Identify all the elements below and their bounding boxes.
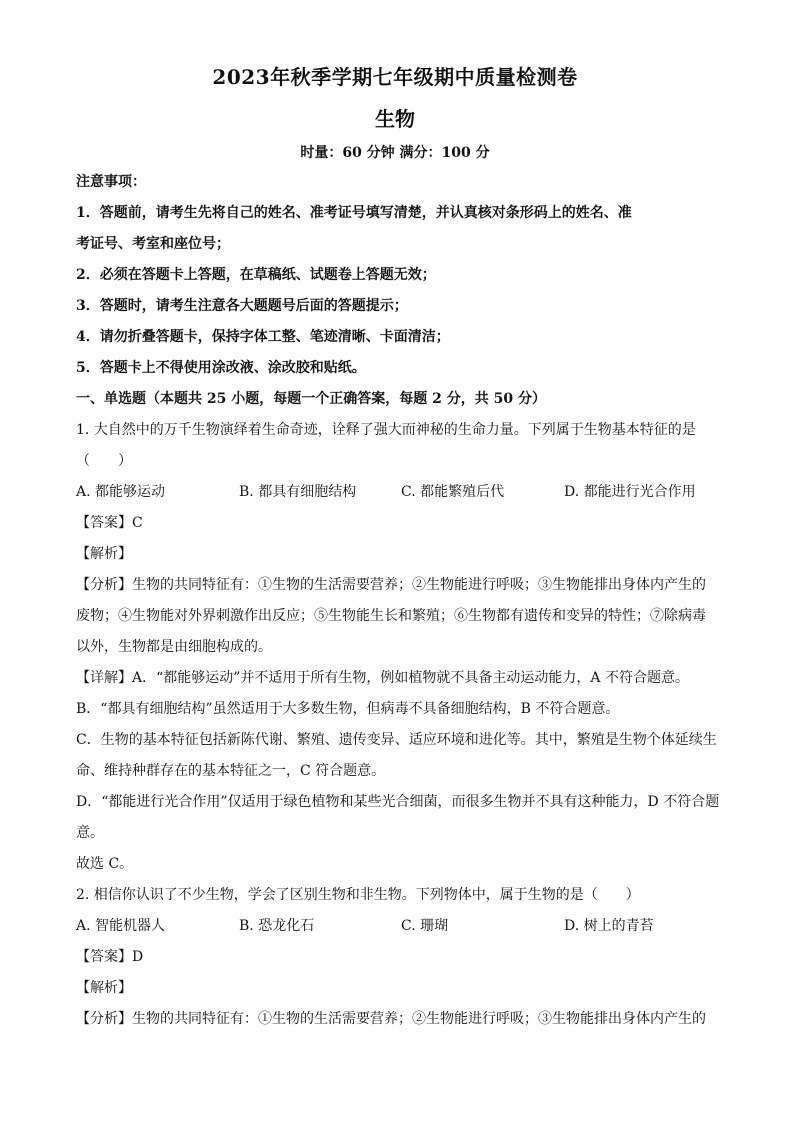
analysis-line: D．“都能进行光合作用”仅适用于绿色植物和某些光合细菌，而很多生物并不具有这种能力，D 不符合题 (76, 794, 720, 810)
page-title: 2023年秋季学期七年级期中质量检测卷 (212, 65, 578, 89)
notice-item: 3．答题时，请考生注意各大题题号后面的答题提示； (76, 298, 408, 314)
subject-title: 生物 (375, 107, 415, 131)
question-1-answer: 【答案】C (76, 515, 143, 531)
notice-heading: 注意事项： (76, 174, 146, 190)
notice-item: 1．答题前，请考生先将自己的姓名、准考证号填写清楚，并认真核对条形码上的姓名、准 (76, 205, 632, 221)
question-2-analysis-label: 【解析】 (76, 980, 132, 996)
analysis-line: 命、维持种群存在的基本特征之一，C 符合题意。 (76, 763, 386, 779)
analysis-line: 【分析】生物的共同特征有：①生物的生活需要营养；②生物能进行呼吸；③生物能排出身体内产生的 (76, 577, 706, 593)
question-1-options (76, 477, 714, 508)
option-b: B. 恐龙化石 (239, 918, 315, 934)
question-1-stem: 1. 大自然中的万千生物演绎着生命奇迹，诠释了强大而神秘的生命力量。下列属于生物基本特征的是 (76, 422, 696, 438)
analysis-line: 意。 (76, 825, 104, 841)
analysis-line: B．“都具有细胞结构”虽然适用于大多数生物，但病毒不具备细胞结构，B 不符合题意。 (76, 701, 620, 717)
option-a: A. 智能机器人 (76, 918, 166, 934)
question-2-answer: 【答案】D (76, 949, 144, 965)
option-c: C. 珊瑚 (401, 918, 449, 934)
option-b: B. 都具有细胞结构 (239, 484, 357, 500)
analysis-line: 【分析】生物的共同特征有：①生物的生活需要营养；②生物能进行呼吸；③生物能排出身体内产生的 (76, 1011, 706, 1027)
analysis-line: 以外，生物都是由细胞构成的。 (76, 639, 272, 655)
option-c: C. 都能繁殖后代 (401, 484, 505, 500)
analysis-line: 废物；④生物能对外界刺激作出反应；⑤生物能生长和繁殖；⑥生物都有遗传和变异的特性；⑦除病毒 (76, 608, 706, 624)
option-d: D. 树上的青苔 (564, 918, 654, 934)
option-d: D. 都能进行光合作用 (564, 484, 696, 500)
analysis-line: 【详解】A．“都能够运动”并不适用于所有生物，例如植物就不具备主动运动能力，A 不符合题意。 (76, 670, 689, 686)
analysis-line: C．生物的基本特征包括新陈代谢、繁殖、遗传变异、适应环境和进化等。其中，繁殖是生物个体延续生 (76, 732, 717, 748)
question-2-stem: 2. 相信你认识了不少生物，学会了区别生物和非生物。下列物体中，属于生物的是（ ） (76, 887, 640, 903)
question-2-options (76, 911, 714, 942)
question-1-stem-bracket: （ ） (76, 453, 132, 469)
question-1-analysis-label: 【解析】 (76, 546, 132, 562)
exam-meta: 时量：60 分钟 满分：100 分 (300, 145, 490, 161)
notice-item: 5．答题卡上不得使用涂改液、涂改胶和贴纸。 (76, 360, 366, 376)
section-heading: 一、单选题（本题共 25 小题，每题一个正确答案，每题 2 分，共 50 分） (76, 391, 546, 407)
analysis-line: 故选 C。 (76, 856, 134, 872)
option-a: A. 都能够运动 (76, 484, 166, 500)
notice-item: 2．必须在答题卡上答题，在草稿纸、试题卷上答题无效； (76, 267, 436, 283)
notice-item: 4．请勿折叠答题卡，保持字体工整、笔迹清晰、卡面清洁； (76, 329, 450, 345)
notice-item: 考证号、考室和座位号； (76, 236, 230, 252)
